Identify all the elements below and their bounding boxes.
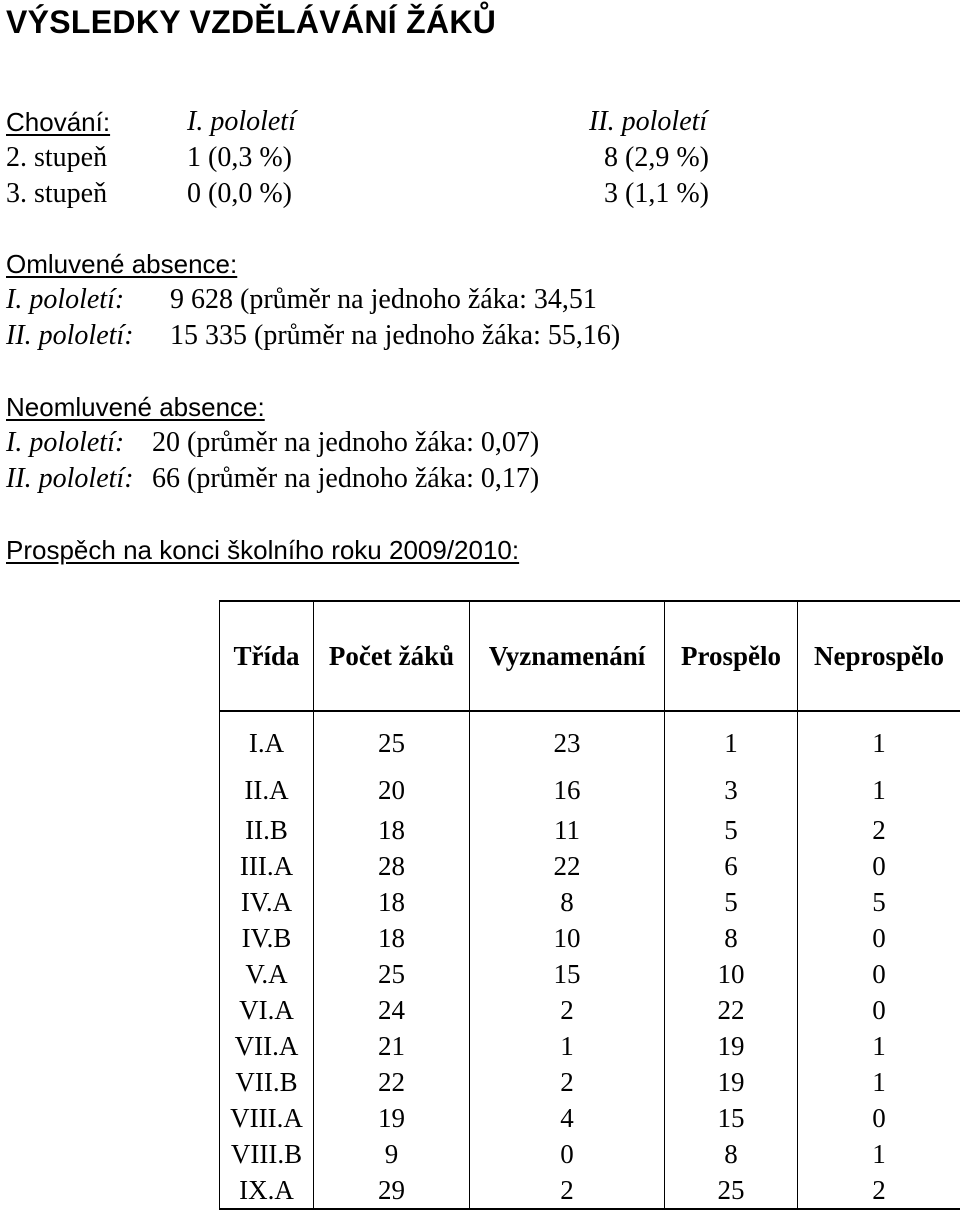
chovani-row-label: 2. stupeň (6, 142, 108, 173)
cell-trida: II.B (220, 812, 314, 848)
cell-vyznamenani: 2 (470, 992, 665, 1028)
cell-trida: IX.A (220, 1172, 314, 1209)
cell-trida: IV.A (220, 884, 314, 920)
cell-neprospelo: 0 (798, 992, 960, 1028)
cell-pocet: 21 (314, 1028, 470, 1064)
cell-trida: I.A (220, 711, 314, 768)
cell-pocet: 25 (314, 711, 470, 768)
omluvene-row-label: I. pololetí: (6, 284, 125, 315)
cell-vyznamenani: 4 (470, 1100, 665, 1136)
neomluvene-row-label: II. pololetí: (6, 463, 134, 494)
cell-vyznamenani: 1 (470, 1028, 665, 1064)
omluvene-heading: Omluvené absence: (6, 249, 238, 279)
cell-trida: II.A (220, 768, 314, 812)
cell-vyznamenani: 11 (470, 812, 665, 848)
cell-prospelo: 19 (665, 1028, 798, 1064)
cell-trida: IV.B (220, 920, 314, 956)
cell-prospelo: 19 (665, 1064, 798, 1100)
cell-pocet: 28 (314, 848, 470, 884)
cell-vyznamenani: 16 (470, 768, 665, 812)
cell-neprospelo: 1 (798, 768, 960, 812)
table-row (220, 1172, 960, 1209)
table-row (220, 992, 960, 1028)
cell-trida: V.A (220, 956, 314, 992)
column-header-trida: Třída (220, 601, 314, 711)
cell-trida: VI.A (220, 992, 314, 1028)
cell-vyznamenani: 10 (470, 920, 665, 956)
table-row (220, 956, 960, 992)
cell-prospelo: 6 (665, 848, 798, 884)
omluvene-row-value: 15 335 (průměr na jednoho žáka: 55,16) (170, 320, 621, 351)
table-row (220, 884, 960, 920)
table-row (220, 848, 960, 884)
cell-prospelo: 5 (665, 884, 798, 920)
cell-pocet: 18 (314, 920, 470, 956)
cell-neprospelo: 1 (798, 1064, 960, 1100)
table-row (220, 1064, 960, 1100)
cell-pocet: 18 (314, 884, 470, 920)
page-title: VÝSLEDKY VZDĚLÁVÁNÍ ŽÁKŮ (6, 4, 497, 40)
cell-neprospelo: 1 (798, 1028, 960, 1064)
cell-trida: VII.B (220, 1064, 314, 1100)
chovani-heading: Chování: (6, 107, 111, 137)
column-header-prospelo: Prospělo (665, 601, 798, 711)
cell-vyznamenani: 2 (470, 1064, 665, 1100)
cell-vyznamenani: 8 (470, 884, 665, 920)
neomluvene-heading: Neomluvené absence: (6, 392, 265, 422)
cell-vyznamenani: 2 (470, 1172, 665, 1209)
omluvene-row-label: II. pololetí: (6, 320, 134, 351)
cell-neprospelo: 2 (798, 1172, 960, 1209)
neomluvene-row-label: I. pololetí: (6, 427, 125, 458)
column-header-vyznamenani: Vyznamenání (470, 601, 665, 711)
chovani-col-2: II. pololetí (589, 106, 708, 137)
cell-prospelo: 3 (665, 768, 798, 812)
cell-pocet: 9 (314, 1136, 470, 1172)
column-header-pocet-zaku: Počet žáků (314, 601, 470, 711)
table-row (220, 920, 960, 956)
table-row (220, 1136, 960, 1172)
cell-prospelo: 15 (665, 1100, 798, 1136)
cell-vyznamenani: 15 (470, 956, 665, 992)
cell-trida: III.A (220, 848, 314, 884)
cell-vyznamenani: 22 (470, 848, 665, 884)
cell-neprospelo: 0 (798, 920, 960, 956)
cell-neprospelo: 0 (798, 956, 960, 992)
table-header-row (220, 601, 960, 711)
table-row (220, 812, 960, 848)
cell-neprospelo: 1 (798, 711, 960, 768)
cell-neprospelo: 5 (798, 884, 960, 920)
cell-prospelo: 25 (665, 1172, 798, 1209)
cell-vyznamenani: 0 (470, 1136, 665, 1172)
cell-prospelo: 5 (665, 812, 798, 848)
cell-pocet: 19 (314, 1100, 470, 1136)
cell-pocet: 25 (314, 956, 470, 992)
neomluvene-row-value: 20 (průměr na jednoho žáka: 0,07) (152, 427, 540, 458)
omluvene-row-value: 9 628 (průměr na jednoho žáka: 34,51 (170, 284, 597, 315)
chovani-row-value-1: 1 (0,3 %) (187, 142, 292, 173)
table-row (220, 1100, 960, 1136)
chovani-row-value-2: 8 (2,9 %) (604, 142, 709, 173)
chovani-row-value-2: 3 (1,1 %) (604, 178, 709, 209)
cell-pocet: 24 (314, 992, 470, 1028)
chovani-row-label: 3. stupeň (6, 178, 108, 209)
cell-pocet: 29 (314, 1172, 470, 1209)
cell-trida: VIII.A (220, 1100, 314, 1136)
table-row (220, 1028, 960, 1064)
cell-prospelo: 8 (665, 1136, 798, 1172)
chovani-row-value-1: 0 (0,0 %) (187, 178, 292, 209)
cell-pocet: 22 (314, 1064, 470, 1100)
prospech-table (219, 600, 960, 1210)
cell-trida: VII.A (220, 1028, 314, 1064)
cell-neprospelo: 0 (798, 848, 960, 884)
neomluvene-row-value: 66 (průměr na jednoho žáka: 0,17) (152, 463, 540, 494)
cell-vyznamenani: 23 (470, 711, 665, 768)
cell-prospelo: 10 (665, 956, 798, 992)
column-header-neprospelo: Neprospělo (798, 601, 960, 711)
table-row (220, 768, 960, 812)
cell-prospelo: 8 (665, 920, 798, 956)
cell-neprospelo: 2 (798, 812, 960, 848)
cell-trida: VIII.B (220, 1136, 314, 1172)
cell-neprospelo: 1 (798, 1136, 960, 1172)
table-row (220, 711, 960, 768)
cell-prospelo: 22 (665, 992, 798, 1028)
cell-pocet: 20 (314, 768, 470, 812)
cell-neprospelo: 0 (798, 1100, 960, 1136)
cell-prospelo: 1 (665, 711, 798, 768)
cell-pocet: 18 (314, 812, 470, 848)
prospech-heading: Prospěch na konci školního roku 2009/2010: (6, 535, 520, 565)
chovani-col-1: I. pololetí (187, 106, 296, 137)
